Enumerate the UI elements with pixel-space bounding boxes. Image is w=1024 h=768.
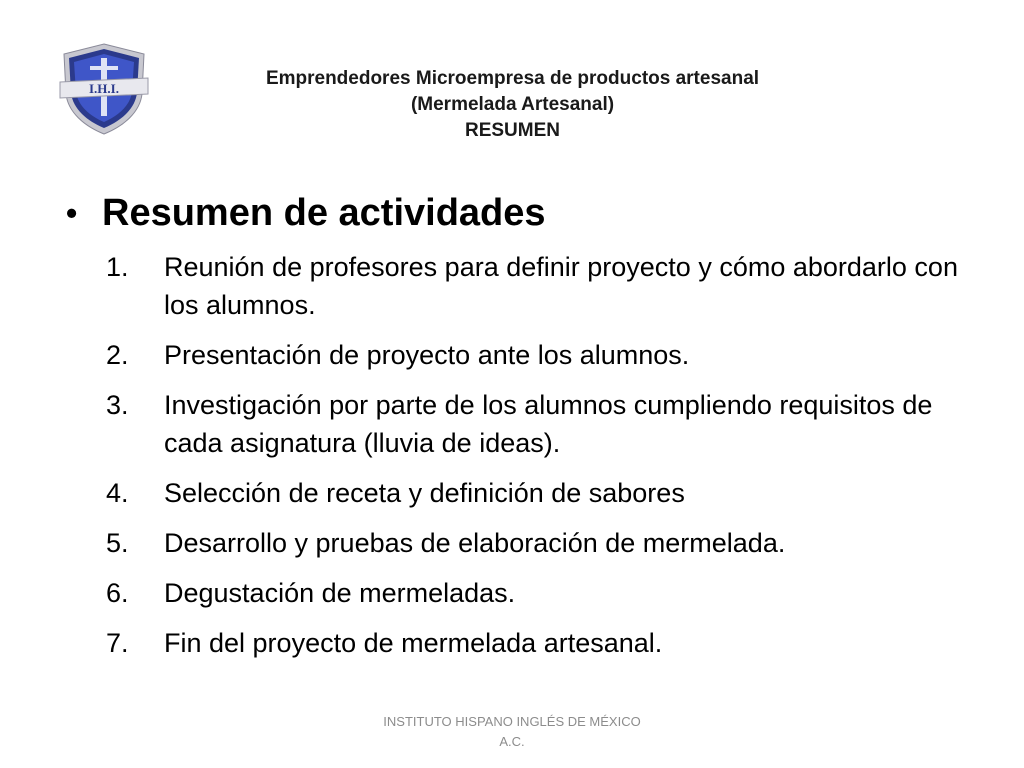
list-item xyxy=(62,386,962,462)
slide-title xyxy=(170,66,855,144)
logo-text: I.H.I. xyxy=(89,81,119,96)
steps-list xyxy=(62,248,962,662)
step-text: Desarrollo y pruebas de elaboración de mermelada. xyxy=(164,528,786,558)
step-number: 4. xyxy=(106,478,129,508)
list-item xyxy=(62,336,962,374)
step-number: 2. xyxy=(106,340,129,370)
step-text: Fin del proyecto de mermelada artesanal. xyxy=(164,628,663,658)
step-text: Reunión de profesores para definir proyecto y cómo abordarlo con los alumnos. xyxy=(164,252,958,320)
section-heading xyxy=(62,188,962,240)
section-heading-text: Resumen de actividades xyxy=(102,192,546,234)
title-line-1: Emprendedores Microempresa de productos artesanal xyxy=(265,68,760,89)
list-item xyxy=(62,524,962,562)
list-item xyxy=(62,624,962,662)
list-item xyxy=(62,474,962,512)
step-number: 3. xyxy=(106,390,129,420)
step-text: Degustación de mermeladas. xyxy=(164,578,516,608)
slide-footer xyxy=(362,712,662,752)
title-line-2: (Mermelada Artesanal) xyxy=(410,94,615,115)
footer-line-2: A.C. xyxy=(499,734,525,749)
step-number: 7. xyxy=(106,628,129,658)
bullet-icon: • xyxy=(66,195,78,231)
step-number: 6. xyxy=(106,578,129,608)
list-item xyxy=(62,248,962,324)
footer-line-1: INSTITUTO HISPANO INGLÉS DE MÉXICO xyxy=(383,714,641,729)
shield-logo-icon xyxy=(56,40,152,136)
title-line-3: RESUMEN xyxy=(464,120,560,141)
list-item xyxy=(62,574,962,612)
slide-body xyxy=(62,188,962,674)
step-number: 5. xyxy=(106,528,129,558)
step-text: Selección de receta y definición de sabores xyxy=(164,478,685,508)
step-text: Presentación de proyecto ante los alumnos. xyxy=(164,340,690,370)
step-number: 1. xyxy=(106,252,129,282)
step-text: Investigación por parte de los alumnos cumpliendo requisitos de cada asignatura (lluvia de ideas). xyxy=(164,390,933,458)
